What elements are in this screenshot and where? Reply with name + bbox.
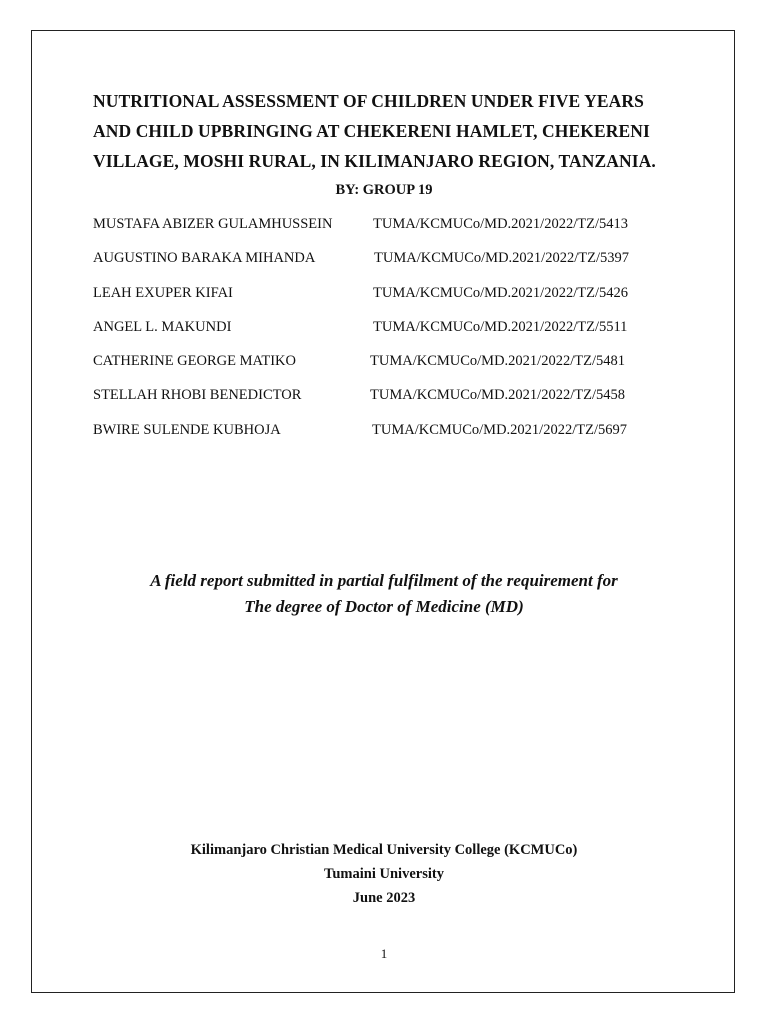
title-line: AND CHILD UPBRINGING AT CHEKERENI HAMLET, CHEKERENI bbox=[93, 121, 650, 141]
title-line: VILLAGE, MOSHI RURAL, IN KILIMANJARO REGION, TANZANIA. bbox=[93, 151, 656, 171]
group-byline: BY: GROUP 19 bbox=[335, 182, 433, 198]
member-registration-number: TUMA/KCMUCo/MD.2021/2022/TZ/5511 bbox=[373, 318, 628, 335]
member-row bbox=[93, 422, 693, 456]
member-name: LEAH EXUPER KIFAI bbox=[93, 284, 233, 301]
report-date: June 2023 bbox=[352, 890, 416, 906]
member-row bbox=[93, 285, 693, 319]
member-row bbox=[93, 250, 693, 284]
university-name: Tumaini University bbox=[324, 866, 444, 882]
statement-line: A field report submitted in partial fulfilment of the requirement for bbox=[150, 571, 618, 590]
member-name: MUSTAFA ABIZER GULAMHUSSEIN bbox=[93, 216, 333, 232]
submission-statement bbox=[0, 568, 768, 620]
member-registration-number: TUMA/KCMUCo/MD.2021/2022/TZ/5481 bbox=[370, 353, 625, 370]
report-title bbox=[93, 86, 693, 176]
institution-name: Kilimanjaro Christian Medical University College (KCMUCo) bbox=[190, 842, 578, 858]
member-name: AUGUSTINO BARAKA MIHANDA bbox=[93, 250, 316, 267]
member-registration-number: TUMA/KCMUCo/MD.2021/2022/TZ/5397 bbox=[374, 250, 629, 267]
member-registration-number: TUMA/KCMUCo/MD.2021/2022/TZ/5413 bbox=[373, 216, 628, 232]
member-row bbox=[93, 319, 693, 353]
statement-line: The degree of Doctor of Medicine (MD) bbox=[244, 597, 524, 616]
member-name: ANGEL L. MAKUNDI bbox=[93, 318, 232, 335]
member-name: BWIRE SULENDE KUBHOJA bbox=[93, 421, 281, 438]
member-row bbox=[93, 216, 693, 250]
member-name: CATHERINE GEORGE MATIKO bbox=[93, 353, 296, 370]
member-name: STELLAH RHOBI BENEDICTOR bbox=[93, 387, 302, 404]
member-row bbox=[93, 387, 693, 421]
institution-block bbox=[0, 838, 768, 910]
title-line: NUTRITIONAL ASSESSMENT OF CHILDREN UNDER FIVE YEARS bbox=[93, 91, 644, 111]
member-row bbox=[93, 353, 693, 387]
member-registration-number: TUMA/KCMUCo/MD.2021/2022/TZ/5426 bbox=[373, 284, 628, 301]
member-list bbox=[93, 216, 693, 456]
member-registration-number: TUMA/KCMUCo/MD.2021/2022/TZ/5458 bbox=[370, 387, 625, 404]
member-registration-number: TUMA/KCMUCo/MD.2021/2022/TZ/5697 bbox=[372, 421, 627, 438]
page-number: 1 bbox=[380, 946, 388, 961]
